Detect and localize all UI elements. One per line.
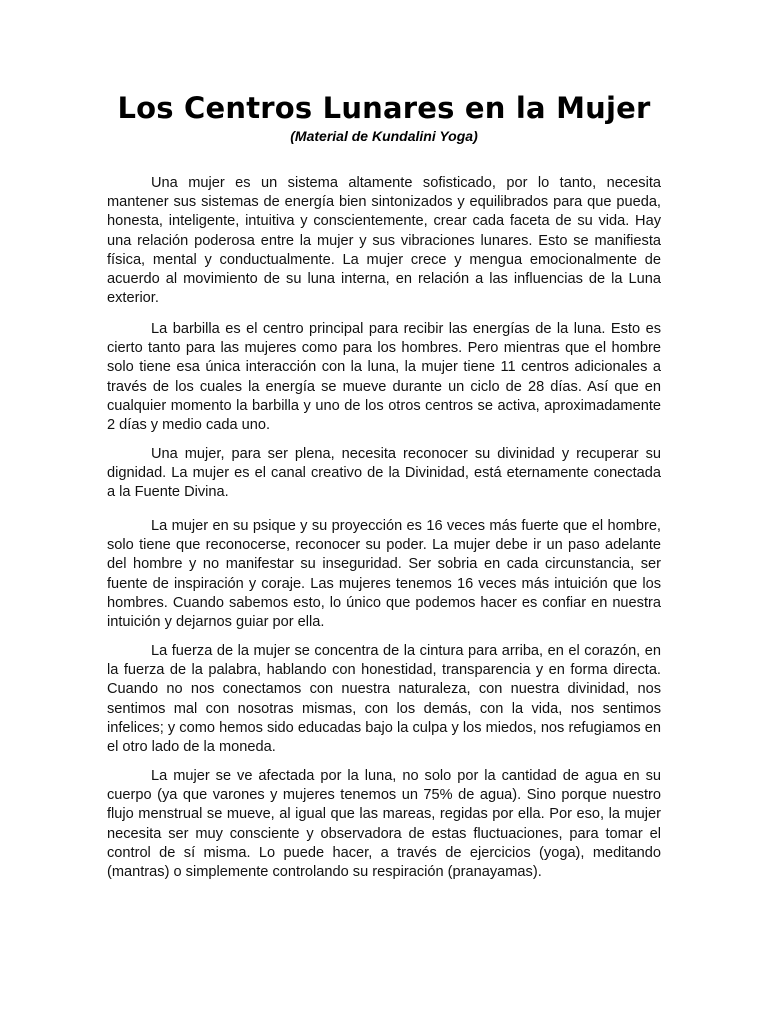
page-title: Los Centros Lunares en la Mujer [117,91,651,125]
paragraph-5: La fuerza de la mujer se concentra de la cintura para arriba, en el corazón, en la fuerza de la palabra, hablando con honestidad, transparencia y en forma directa. Cuando no nos conectamos con nuestra naturaleza, con nuestra divinidad, nos sentimos mal con nosotras mismas, con los demás, con la vida, nos sentimos infelices; y como hemos sido educadas bajo la culpa y los miedos, nos refugiamos en el otro lado de la moneda. [107,643,661,756]
paragraph-3: Una mujer, para ser plena, necesita reconocer su divinidad y recuperar su dignidad. La mujer es el canal creativo de la Divinidad, está eternamente conectada a la Fuente Divina. [107,446,661,501]
paragraph-6: La mujer se ve afectada por la luna, no solo por la cantidad de agua en su cuerpo (ya que varones y mujeres tenemos un 75% de agua). Sino porque nuestro flujo menstrual se mueve, al igual que las mareas, regidas por ella. Por eso, la mujer necesita ser muy consciente y observadora de estas fluctuaciones, para tomar el control de sí misma. Lo puede hacer, a través de ejercicios (yoga), meditando (mantras) o simplemente controlando su respiración (pranayamas). [107,768,661,881]
paragraph-2: La barbilla es el centro principal para recibir las energías de la luna. Esto es cierto tanto para las mujeres como para los hombres. Pero mientras que el hombre solo tiene esa única interacción con la luna, la mujer tiene 11 centros adicionales a través de los cuales la energía se mueve durante un ciclo de 28 días. Así que en cualquier momento la barbilla y uno de los otros centros se activa, aproximadamente 2 días y medio cada uno. [107,321,661,434]
paragraph-4: La mujer en su psique y su proyección es 16 veces más fuerte que el hombre, solo tiene que reconocerse, reconocer su poder. La mujer debe ir un paso adelante del hombre y no manifestar su inseguridad. Ser sobria en cada circunstancia, ser fuente de inspiración y coraje. Las mujeres tenemos 16 veces más intuición que los hombres. Cuando sabemos esto, lo único que podemos hacer es confiar en nuestra intuición y dejarnos guiar por ella. [107,518,661,631]
paragraph-1: Una mujer es un sistema altamente sofisticado, por lo tanto, necesita mantener sus sistemas de energía bien sintonizados y equilibrados para que pueda, honesta, inteligente, intuitiva y conscientemente, crear cada faceta de su vida. Hay una relación poderosa entre la mujer y sus vibraciones lunares. Esto se manifiesta física, mental y conductualmente. La mujer crece y mengua emocionalmente de acuerdo al movimiento de su luna interna, en relación a las influencias de la Luna exterior. [107,175,661,307]
page-subtitle: (Material de Kundalini Yoga) [290,128,478,144]
